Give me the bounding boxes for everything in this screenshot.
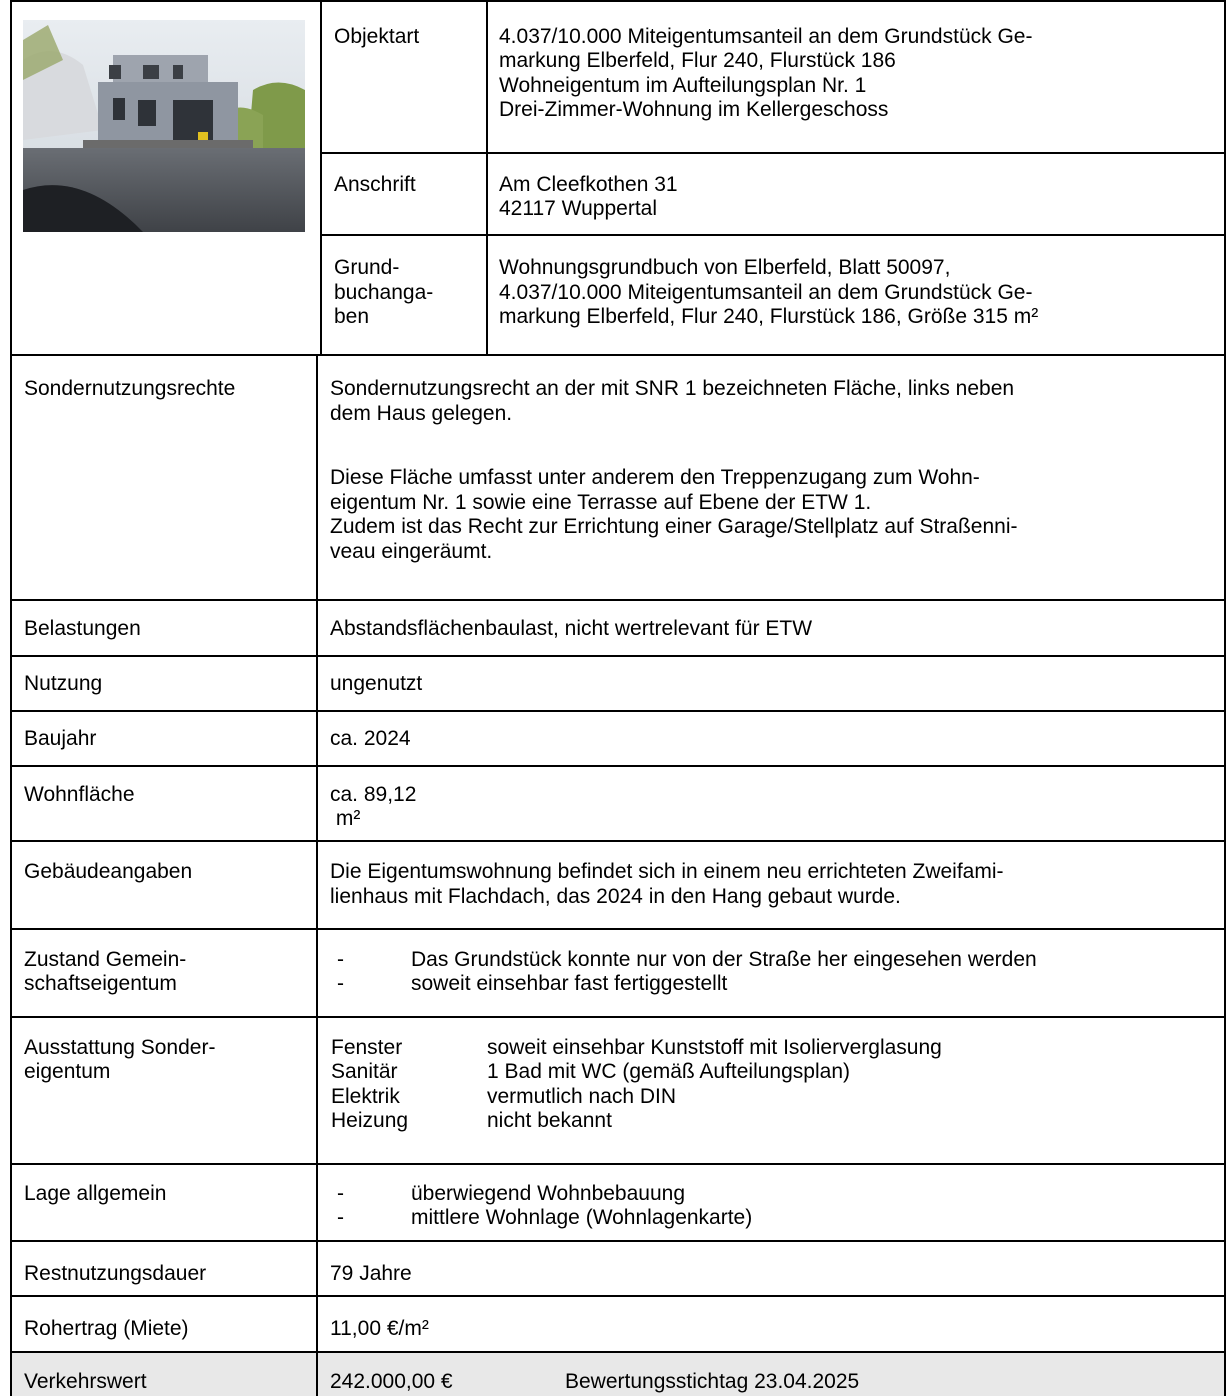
- zustand-item-1: Das Grundstück konnte nur von der Straße her eingesehen werden: [411, 948, 1037, 971]
- anschrift-line-1: Am Cleefkothen 31: [499, 173, 678, 196]
- wohnflaeche-line-1: ca. 89,12: [330, 783, 417, 806]
- sondernutzung-line-4: eigentum Nr. 1 sowie eine Terrasse auf Ebene der ETW 1.: [330, 491, 872, 514]
- table-left-border: [10, 0, 12, 1396]
- row-line-1: [10, 599, 1226, 601]
- lage-label: Lage allgemein: [24, 1182, 167, 1205]
- rohertrag-label: Rohertrag (Miete): [24, 1317, 189, 1340]
- gebaeude-label: Gebäudeangaben: [24, 860, 193, 883]
- rohertrag-value: 11,00 €/m²: [330, 1317, 429, 1340]
- zustand-item-2: soweit einsehbar fast fertiggestellt: [411, 972, 728, 995]
- row-line-2: [10, 655, 1226, 657]
- ausstattung-key-3: Elektrik: [331, 1085, 400, 1108]
- row-line-5: [10, 840, 1226, 842]
- property-photo: [23, 20, 305, 232]
- gebaeude-line-2: lienhaus mit Flachdach, das 2024 in den Hang gebaut wurde.: [330, 885, 901, 908]
- row-line-top-end: [10, 354, 1226, 356]
- grundbuch-label-line-1: Grund-: [334, 256, 400, 279]
- top-block-divider: [320, 0, 322, 355]
- grundbuch-line-3: markung Elberfeld, Flur 240, Flurstück 186, Größe 315 m²: [499, 305, 1039, 328]
- ausstattung-key-2: Sanitär: [331, 1060, 398, 1083]
- row-line-4: [10, 765, 1226, 767]
- belastungen-label: Belastungen: [24, 617, 141, 640]
- row-line-11: [10, 1351, 1226, 1353]
- ausstattung-label-line-1: Ausstattung Sonder-: [24, 1036, 216, 1059]
- bewertungsstichtag: Bewertungsstichtag 23.04.2025: [565, 1370, 860, 1393]
- zustand-dash-1: -: [337, 948, 344, 971]
- ausstattung-value-2: 1 Bad mit WC (gemäß Aufteilungsplan): [487, 1060, 850, 1083]
- top-row-line-1: [320, 152, 1226, 154]
- objektart-line-1: 4.037/10.000 Miteigentumsanteil an dem Grundstück Ge-: [499, 25, 1033, 48]
- sondernutzung-line-2: dem Haus gelegen.: [330, 402, 513, 425]
- ausstattung-value-3: vermutlich nach DIN: [487, 1085, 677, 1108]
- objektart-line-2: markung Elberfeld, Flur 240, Flurstück 186: [499, 49, 896, 72]
- gebaeude-line-1: Die Eigentumswohnung befindet sich in einem neu errichteten Zweifami-: [330, 860, 1004, 883]
- sondernutzung-line-1: Sondernutzungsrecht an der mit SNR 1 bezeichneten Fläche, links neben: [330, 377, 1015, 400]
- nutzung-label: Nutzung: [24, 672, 103, 695]
- grundbuch-line-1: Wohnungsgrundbuch von Elberfeld, Blatt 50097,: [499, 256, 951, 279]
- baujahr-label: Baujahr: [24, 727, 97, 750]
- lage-dash-2: -: [337, 1206, 344, 1229]
- top-label-divider: [486, 0, 488, 355]
- grundbuch-label-line-3: ben: [334, 305, 370, 328]
- restnutzung-value: 79 Jahre: [330, 1262, 412, 1285]
- grundbuch-line-2: 4.037/10.000 Miteigentumsanteil an dem Grundstück Ge-: [499, 281, 1033, 304]
- restnutzung-label: Restnutzungsdauer: [24, 1262, 207, 1285]
- grundbuch-label-line-2: buchanga-: [334, 281, 434, 304]
- lage-dash-1: -: [337, 1182, 344, 1205]
- ausstattung-key-1: Fenster: [331, 1036, 403, 1059]
- wohnflaeche-label: Wohnfläche: [24, 783, 135, 806]
- zustand-dash-2: -: [337, 972, 344, 995]
- anschrift-label: Anschrift: [334, 173, 416, 196]
- lage-item-2: mittlere Wohnlage (Wohnlagenkarte): [411, 1206, 753, 1229]
- row-line-8: [10, 1163, 1226, 1165]
- verkehrswert-value: 242.000,00 €: [330, 1370, 453, 1393]
- row-line-7: [10, 1016, 1226, 1018]
- sondernutzung-line-3: Diese Fläche umfasst unter anderem den Treppenzugang zum Wohn-: [330, 466, 980, 489]
- lage-item-1: überwiegend Wohnbebauung: [411, 1182, 686, 1205]
- row-line-3: [10, 710, 1226, 712]
- row-line-10: [10, 1295, 1226, 1297]
- row-line-6: [10, 928, 1226, 930]
- row-line-9: [10, 1240, 1226, 1242]
- baujahr-value: ca. 2024: [330, 727, 411, 750]
- nutzung-value: ungenutzt: [330, 672, 423, 695]
- zustand-label-line-1: Zustand Gemein-: [24, 948, 187, 971]
- sondernutzung-line-5: Zudem ist das Recht zur Errichtung einer Garage/Stellplatz auf Straßenni-: [330, 515, 1018, 538]
- anschrift-line-2: 42117 Wuppertal: [499, 197, 658, 220]
- wohnflaeche-line-2: m²: [330, 807, 361, 830]
- belastungen-value: Abstandsflächenbaulast, nicht wertrelevant für ETW: [330, 617, 813, 640]
- zustand-label-line-2: schaftseigentum: [24, 972, 177, 995]
- ausstattung-value-4: nicht bekannt: [487, 1109, 612, 1132]
- ausstattung-value-1: soweit einsehbar Kunststoff mit Isolierverglasung: [487, 1036, 942, 1059]
- objektart-line-3: Wohneigentum im Aufteilungsplan Nr. 1: [499, 74, 867, 97]
- top-row-line-2: [320, 234, 1226, 236]
- objektart-label: Objektart: [334, 25, 420, 48]
- sondernutzung-line-6: veau eingeräumt.: [330, 540, 493, 563]
- ausstattung-label-line-2: eigentum: [24, 1060, 111, 1083]
- sondernutzung-label: Sondernutzungsrechte: [24, 377, 236, 400]
- objektart-line-4: Drei-Zimmer-Wohnung im Kellergeschoss: [499, 98, 889, 121]
- table-top-border: [10, 0, 1226, 2]
- ausstattung-key-4: Heizung: [331, 1109, 409, 1132]
- verkehrswert-label: Verkehrswert: [24, 1370, 147, 1393]
